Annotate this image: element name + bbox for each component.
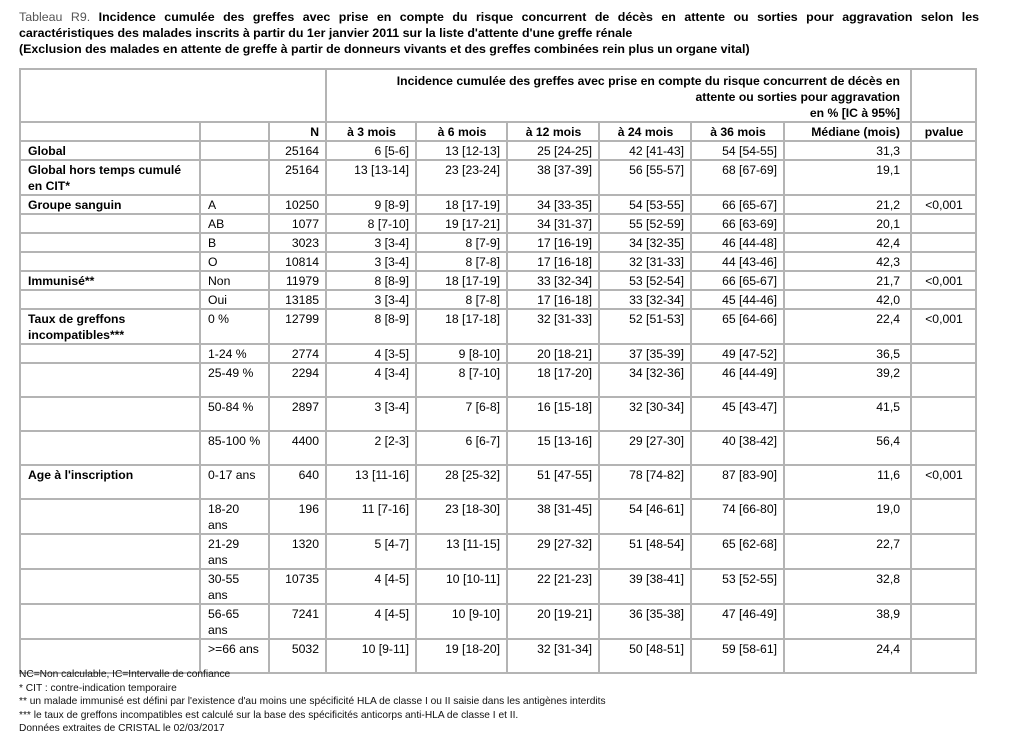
- cell-median: 31,3: [784, 141, 911, 160]
- row-group-label: [20, 363, 200, 397]
- cell-pvalue: [911, 363, 976, 397]
- row-group-label: [20, 534, 200, 569]
- cell-12-months: 29 [27-32]: [507, 534, 599, 569]
- footnote-immunise: ** un malade immunisé est défini par l'existence d'au moins une spécificité HLA de classe I ou II saisie dans les antigènes interdits: [19, 696, 606, 708]
- cell-pvalue: <0,001: [911, 465, 976, 499]
- row-level-label: 18-20 ans: [200, 499, 269, 534]
- row-level-label: Oui: [200, 290, 269, 309]
- footnotes: [19, 668, 606, 736]
- row-level-label: 21-29 ans: [200, 534, 269, 569]
- cell-24-months: 54 [46-61]: [599, 499, 691, 534]
- col-header-36-months: à 36 mois: [691, 122, 784, 141]
- cell-6-months: 28 [25-32]: [416, 465, 507, 499]
- cell-36-months: 74 [66-80]: [691, 499, 784, 534]
- cell-12-months: 32 [31-33]: [507, 309, 599, 344]
- header-empty-cell: [911, 69, 976, 122]
- cell-pvalue: [911, 431, 976, 465]
- cell-n: 25164: [269, 160, 326, 195]
- cell-pvalue: [911, 233, 976, 252]
- table-row: [20, 252, 976, 271]
- row-group-label: [20, 214, 200, 233]
- table-row: [20, 195, 976, 214]
- cell-n: 1077: [269, 214, 326, 233]
- cell-12-months: 20 [19-21]: [507, 604, 599, 639]
- col-header-3-months: à 3 mois: [326, 122, 416, 141]
- cell-36-months: 59 [58-61]: [691, 639, 784, 673]
- table-title: [19, 9, 979, 57]
- cell-12-months: 18 [17-20]: [507, 363, 599, 397]
- cell-pvalue: <0,001: [911, 271, 976, 290]
- row-group-label: [20, 252, 200, 271]
- cell-pvalue: [911, 604, 976, 639]
- cell-3-months: 3 [3-4]: [326, 397, 416, 431]
- cell-36-months: 46 [44-48]: [691, 233, 784, 252]
- cell-3-months: 9 [8-9]: [326, 195, 416, 214]
- header-row-group: [20, 69, 976, 122]
- cell-n: 13185: [269, 290, 326, 309]
- row-group-label: Immunisé**: [20, 271, 200, 290]
- cell-24-months: 32 [30-34]: [599, 397, 691, 431]
- cell-12-months: 17 [16-18]: [507, 252, 599, 271]
- cell-n: 3023: [269, 233, 326, 252]
- table-row: [20, 160, 976, 195]
- cell-12-months: 25 [24-25]: [507, 141, 599, 160]
- row-level-label: 0-17 ans: [200, 465, 269, 499]
- cell-36-months: 87 [83-90]: [691, 465, 784, 499]
- title-line-1: Incidence cumulée des greffes avec prise en compte du risque concurrent de décès en attente ou sorties pour aggravation selon les: [98, 10, 979, 24]
- cell-6-months: 18 [17-19]: [416, 195, 507, 214]
- row-level-label: 56-65 ans: [200, 604, 269, 639]
- cell-pvalue: [911, 160, 976, 195]
- cell-median: 22,7: [784, 534, 911, 569]
- cell-24-months: 29 [27-30]: [599, 431, 691, 465]
- cell-24-months: 34 [32-35]: [599, 233, 691, 252]
- cell-36-months: 66 [65-67]: [691, 271, 784, 290]
- cell-6-months: 19 [18-20]: [416, 639, 507, 673]
- col-header-pvalue: pvalue: [911, 122, 976, 141]
- table-row: [20, 290, 976, 309]
- cell-24-months: 50 [48-51]: [599, 639, 691, 673]
- cell-12-months: 15 [13-16]: [507, 431, 599, 465]
- cell-3-months: 13 [11-16]: [326, 465, 416, 499]
- cell-pvalue: [911, 141, 976, 160]
- cell-pvalue: [911, 499, 976, 534]
- cell-24-months: 55 [52-59]: [599, 214, 691, 233]
- cell-24-months: 42 [41-43]: [599, 141, 691, 160]
- cell-6-months: 18 [17-19]: [416, 271, 507, 290]
- cell-3-months: 3 [3-4]: [326, 233, 416, 252]
- cell-median: 42,3: [784, 252, 911, 271]
- group-header: [326, 69, 911, 122]
- cell-24-months: 36 [35-38]: [599, 604, 691, 639]
- cell-6-months: 8 [7-8]: [416, 252, 507, 271]
- table-row: [20, 344, 976, 363]
- row-level-label: >=66 ans: [200, 639, 269, 673]
- cell-12-months: 38 [31-45]: [507, 499, 599, 534]
- cell-n: 10814: [269, 252, 326, 271]
- cell-3-months: 11 [7-16]: [326, 499, 416, 534]
- cell-n: 5032: [269, 639, 326, 673]
- row-level-label: O: [200, 252, 269, 271]
- cell-median: 21,2: [784, 195, 911, 214]
- cell-36-months: 46 [44-49]: [691, 363, 784, 397]
- cell-24-months: 39 [38-41]: [599, 569, 691, 604]
- row-level-label: 50-84 %: [200, 397, 269, 431]
- table-row: [20, 214, 976, 233]
- col-header-variable: [20, 122, 200, 141]
- cell-pvalue: [911, 290, 976, 309]
- cell-12-months: 34 [33-35]: [507, 195, 599, 214]
- table-row: [20, 363, 976, 397]
- cell-6-months: 23 [23-24]: [416, 160, 507, 195]
- cell-3-months: 3 [3-4]: [326, 290, 416, 309]
- cell-3-months: 8 [7-10]: [326, 214, 416, 233]
- row-level-label: 30-55 ans: [200, 569, 269, 604]
- row-level-label: A: [200, 195, 269, 214]
- row-level-label: 1-24 %: [200, 344, 269, 363]
- cell-12-months: 38 [37-39]: [507, 160, 599, 195]
- row-level-label: 25-49 %: [200, 363, 269, 397]
- col-header-level: [200, 122, 269, 141]
- row-group-label: [20, 344, 200, 363]
- cell-6-months: 9 [8-10]: [416, 344, 507, 363]
- row-group-label: [20, 569, 200, 604]
- col-header-median: Médiane (mois): [784, 122, 911, 141]
- table-row: [20, 499, 976, 534]
- cell-36-months: 47 [46-49]: [691, 604, 784, 639]
- row-group-label: Groupe sanguin: [20, 195, 200, 214]
- cell-36-months: 65 [64-66]: [691, 309, 784, 344]
- cell-pvalue: [911, 344, 976, 363]
- cell-pvalue: <0,001: [911, 195, 976, 214]
- group-header-line-1: Incidence cumulée des greffes avec prise en compte du risque concurrent de décès en: [396, 74, 900, 88]
- cell-24-months: 51 [48-54]: [599, 534, 691, 569]
- table-row: [20, 397, 976, 431]
- table-number: Tableau R9.: [19, 10, 91, 24]
- cell-24-months: 32 [31-33]: [599, 252, 691, 271]
- cell-median: 21,7: [784, 271, 911, 290]
- cell-36-months: 45 [43-47]: [691, 397, 784, 431]
- cell-12-months: 51 [47-55]: [507, 465, 599, 499]
- cell-median: 42,4: [784, 233, 911, 252]
- cell-36-months: 65 [62-68]: [691, 534, 784, 569]
- cell-12-months: 17 [16-18]: [507, 290, 599, 309]
- cell-24-months: 53 [52-54]: [599, 271, 691, 290]
- cell-n: 4400: [269, 431, 326, 465]
- footnote-abbreviations: NC=Non calculable, IC=Intervalle de confiance: [19, 669, 231, 680]
- cell-36-months: 40 [38-42]: [691, 431, 784, 465]
- cell-median: 56,4: [784, 431, 911, 465]
- cell-36-months: 66 [63-69]: [691, 214, 784, 233]
- cell-median: 32,8: [784, 569, 911, 604]
- col-header-24-months: à 24 mois: [599, 122, 691, 141]
- cell-pvalue: [911, 534, 976, 569]
- cell-median: 20,1: [784, 214, 911, 233]
- cell-6-months: 13 [12-13]: [416, 141, 507, 160]
- cell-median: 38,9: [784, 604, 911, 639]
- cell-24-months: 52 [51-53]: [599, 309, 691, 344]
- cell-median: 41,5: [784, 397, 911, 431]
- row-group-label: Taux de greffons incompatibles***: [20, 309, 200, 344]
- cell-24-months: 37 [35-39]: [599, 344, 691, 363]
- row-group-label: [20, 604, 200, 639]
- cell-3-months: 5 [4-7]: [326, 534, 416, 569]
- cell-24-months: 56 [55-57]: [599, 160, 691, 195]
- cell-pvalue: [911, 639, 976, 673]
- title-line-2: caractéristiques des malades inscrits à partir du 1er janvier 2011 sur la liste d'attente d'une greffe rénale: [19, 26, 633, 40]
- row-level-label: [200, 160, 269, 195]
- group-header-line-2: attente ou sorties pour aggravation: [695, 90, 900, 104]
- row-group-label: [20, 233, 200, 252]
- table-row: [20, 233, 976, 252]
- cell-median: 36,5: [784, 344, 911, 363]
- cell-24-months: 34 [32-36]: [599, 363, 691, 397]
- cell-12-months: 22 [21-23]: [507, 569, 599, 604]
- table-row: [20, 309, 976, 344]
- cell-n: 7241: [269, 604, 326, 639]
- cell-6-months: 10 [10-11]: [416, 569, 507, 604]
- group-header-line-3: en % [IC à 95%]: [809, 106, 900, 120]
- cell-3-months: 13 [13-14]: [326, 160, 416, 195]
- cell-pvalue: [911, 397, 976, 431]
- cell-36-months: 68 [67-69]: [691, 160, 784, 195]
- cell-36-months: 49 [47-52]: [691, 344, 784, 363]
- cell-6-months: 8 [7-9]: [416, 233, 507, 252]
- cell-12-months: 20 [18-21]: [507, 344, 599, 363]
- cell-n: 12799: [269, 309, 326, 344]
- table-row: [20, 271, 976, 290]
- cell-pvalue: [911, 569, 976, 604]
- cell-6-months: 7 [6-8]: [416, 397, 507, 431]
- row-group-label: Age à l'inscription: [20, 465, 200, 499]
- cell-6-months: 13 [11-15]: [416, 534, 507, 569]
- cell-pvalue: <0,001: [911, 309, 976, 344]
- cell-3-months: 10 [9-11]: [326, 639, 416, 673]
- cell-6-months: 10 [9-10]: [416, 604, 507, 639]
- table-row: [20, 534, 976, 569]
- col-header-n: N: [269, 122, 326, 141]
- cell-3-months: 4 [3-4]: [326, 363, 416, 397]
- cell-pvalue: [911, 252, 976, 271]
- row-level-label: B: [200, 233, 269, 252]
- row-level-label: Non: [200, 271, 269, 290]
- cell-pvalue: [911, 214, 976, 233]
- table-row: [20, 569, 976, 604]
- cell-n: 25164: [269, 141, 326, 160]
- title-line-3: (Exclusion des malades en attente de greffe à partir de donneurs vivants et des greffes combinées rein plus un organe vital): [19, 42, 750, 56]
- cell-6-months: 18 [17-18]: [416, 309, 507, 344]
- row-level-label: 85-100 %: [200, 431, 269, 465]
- cell-n: 2294: [269, 363, 326, 397]
- table-row: [20, 465, 976, 499]
- footnote-greffons: *** le taux de greffons incompatibles est calculé sur la base des spécificités anticorps anti-HLA de classe I et II.: [19, 709, 519, 721]
- cell-36-months: 66 [65-67]: [691, 195, 784, 214]
- cell-median: 11,6: [784, 465, 911, 499]
- row-group-label: Global: [20, 141, 200, 160]
- header-row-columns: [20, 122, 976, 141]
- header-empty-cell: [20, 69, 326, 122]
- cell-3-months: 8 [8-9]: [326, 271, 416, 290]
- row-group-label: [20, 499, 200, 534]
- cell-12-months: 17 [16-19]: [507, 233, 599, 252]
- cell-6-months: 6 [6-7]: [416, 431, 507, 465]
- cell-3-months: 8 [8-9]: [326, 309, 416, 344]
- cell-median: 42,0: [784, 290, 911, 309]
- cell-12-months: 16 [15-18]: [507, 397, 599, 431]
- cell-36-months: 45 [44-46]: [691, 290, 784, 309]
- footnote-cit: * CIT : contre-indication temporaire: [19, 682, 177, 694]
- cell-12-months: 32 [31-34]: [507, 639, 599, 673]
- cell-24-months: 33 [32-34]: [599, 290, 691, 309]
- cell-median: 22,4: [784, 309, 911, 344]
- row-group-label: [20, 397, 200, 431]
- row-level-label: 0 %: [200, 309, 269, 344]
- cell-n: 640: [269, 465, 326, 499]
- cell-n: 10735: [269, 569, 326, 604]
- cell-6-months: 8 [7-8]: [416, 290, 507, 309]
- cell-n: 2774: [269, 344, 326, 363]
- row-group-label: [20, 431, 200, 465]
- cell-median: 19,0: [784, 499, 911, 534]
- cell-n: 1320: [269, 534, 326, 569]
- cell-3-months: 3 [3-4]: [326, 252, 416, 271]
- cell-n: 11979: [269, 271, 326, 290]
- cell-36-months: 44 [43-46]: [691, 252, 784, 271]
- incidence-table: [19, 68, 977, 674]
- cell-3-months: 4 [3-5]: [326, 344, 416, 363]
- col-header-12-months: à 12 mois: [507, 122, 599, 141]
- table-row: [20, 141, 976, 160]
- row-group-label: Global hors temps cumulé en CIT*: [20, 160, 200, 195]
- cell-6-months: 19 [17-21]: [416, 214, 507, 233]
- cell-12-months: 34 [31-37]: [507, 214, 599, 233]
- row-level-label: [200, 141, 269, 160]
- cell-6-months: 8 [7-10]: [416, 363, 507, 397]
- cell-n: 196: [269, 499, 326, 534]
- cell-median: 19,1: [784, 160, 911, 195]
- cell-3-months: 2 [2-3]: [326, 431, 416, 465]
- cell-n: 10250: [269, 195, 326, 214]
- cell-24-months: 78 [74-82]: [599, 465, 691, 499]
- footnote-source: Données extraites de CRISTAL le 02/03/2017: [19, 723, 225, 735]
- cell-36-months: 53 [52-55]: [691, 569, 784, 604]
- cell-24-months: 54 [53-55]: [599, 195, 691, 214]
- cell-n: 2897: [269, 397, 326, 431]
- cell-12-months: 33 [32-34]: [507, 271, 599, 290]
- cell-36-months: 54 [54-55]: [691, 141, 784, 160]
- row-level-label: AB: [200, 214, 269, 233]
- table-row: [20, 604, 976, 639]
- table-row: [20, 431, 976, 465]
- cell-3-months: 4 [4-5]: [326, 569, 416, 604]
- cell-median: 39,2: [784, 363, 911, 397]
- cell-6-months: 23 [18-30]: [416, 499, 507, 534]
- row-group-label: [20, 290, 200, 309]
- cell-3-months: 6 [5-6]: [326, 141, 416, 160]
- cell-median: 24,4: [784, 639, 911, 673]
- cell-3-months: 4 [4-5]: [326, 604, 416, 639]
- col-header-6-months: à 6 mois: [416, 122, 507, 141]
